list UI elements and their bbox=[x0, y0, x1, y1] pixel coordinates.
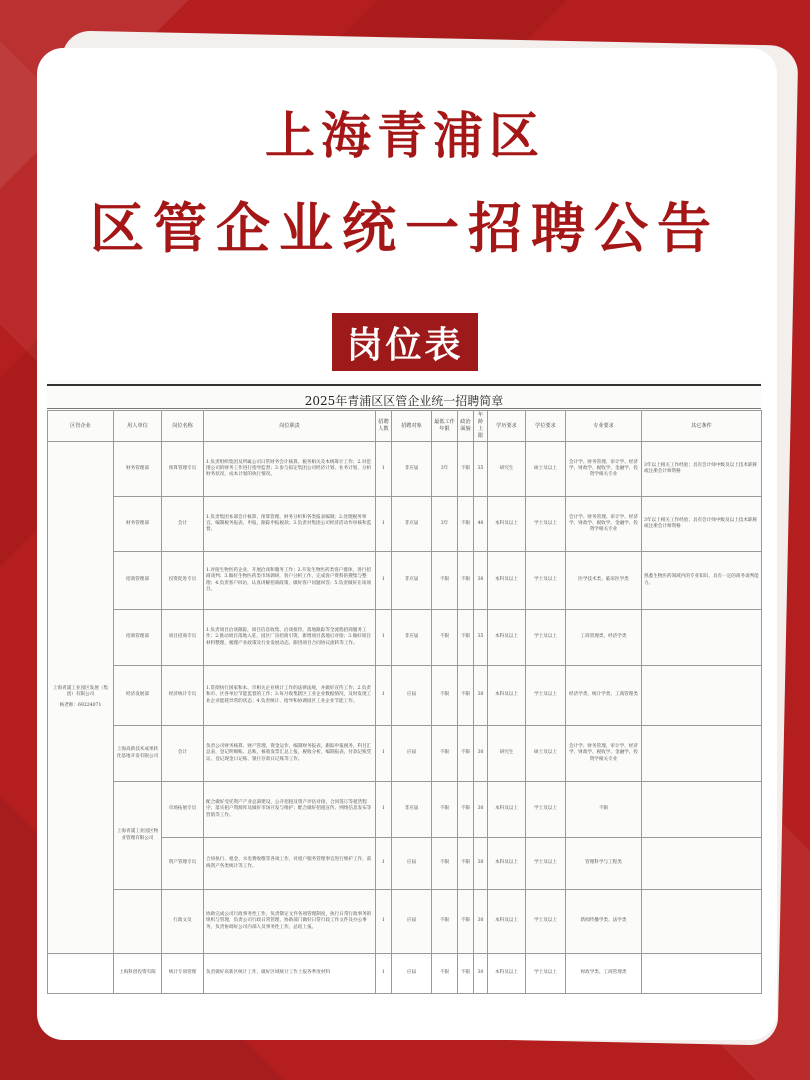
years-cell: 不限 bbox=[432, 782, 458, 838]
company-cell bbox=[48, 442, 114, 954]
header-cell: 专业要求 bbox=[566, 411, 642, 442]
table-row bbox=[48, 666, 762, 726]
other-cell bbox=[642, 954, 762, 994]
major-cell: 经济学类、统计学类、工商管理类 bbox=[566, 666, 642, 726]
duty-cell: 协助完成公司行政事务性工作，负责制定文件各项管理制度，执行日常行政事务的组织与管理，负责公司行政日常管理，协助部门做好日常行政工作文件及办公事务，负责协调好公司内部人员事务性工作，总结上报。 bbox=[204, 890, 376, 954]
other-cell: 3年以上相关工作经验；具有会计师中级及以上技术职称或注册会计师资格 bbox=[642, 442, 762, 497]
degree-cell: 硕士及以上 bbox=[526, 442, 566, 497]
party-cell: 不限 bbox=[458, 610, 474, 666]
age-cell: 35 bbox=[474, 610, 488, 666]
years-cell: 不限 bbox=[432, 552, 458, 610]
table-row bbox=[48, 552, 762, 610]
unit-cell: 上海科创投资有限 bbox=[114, 954, 162, 994]
table-row bbox=[48, 497, 762, 552]
years-cell: 不限 bbox=[432, 890, 458, 954]
position-table-badge: 岗位表 bbox=[332, 313, 478, 371]
major-cell: 医学技术类、临床医学类 bbox=[566, 552, 642, 610]
document-top-rule bbox=[47, 384, 761, 386]
header-cell: 招聘人数 bbox=[376, 411, 392, 442]
education-cell: 研究生 bbox=[488, 726, 526, 782]
duty-cell: 合同执行、租金、水电费收缴等各项工作，对租户服务管理事宜进行维护工作，前线资产各类统计等工作。 bbox=[204, 838, 376, 890]
education-cell: 本科及以上 bbox=[488, 838, 526, 890]
major-cell: 会计学、财务管理、审计学、经济学、财政学、税收学、金融学、投资学相关专业 bbox=[566, 442, 642, 497]
major-cell: 工商管理类、经济学类 bbox=[566, 610, 642, 666]
document-title-rule bbox=[47, 408, 761, 409]
degree-cell: 学士及以上 bbox=[526, 838, 566, 890]
count-cell: 1 bbox=[376, 838, 392, 890]
degree-cell: 学士及以上 bbox=[526, 666, 566, 726]
other-cell: 熟悉生物医药领域内的专业知识，具有一定的商务谈判能力。 bbox=[642, 552, 762, 610]
unit-cell: 招商管理部 bbox=[114, 552, 162, 610]
other-cell bbox=[642, 838, 762, 890]
major-cell: 会计学、财务管理、审计学、经济学、财政学、税收学、金融学、投资学相关专业 bbox=[566, 497, 642, 552]
table-row bbox=[48, 442, 762, 497]
post-cell: 项目招商专员 bbox=[162, 610, 204, 666]
party-cell: 不限 bbox=[458, 954, 474, 994]
age-cell: 30 bbox=[474, 726, 488, 782]
count-cell: 1 bbox=[376, 726, 392, 782]
count-cell: 1 bbox=[376, 442, 392, 497]
job-table bbox=[47, 410, 762, 994]
count-cell: 1 bbox=[376, 954, 392, 994]
major-cell: 会计学、财务管理、审计学、经济学、财政学、税收学、金融学、投资学相关专业 bbox=[566, 726, 642, 782]
duty-cell: 负责做好高新区统计工作，做好区域统计工作上报各季度材料 bbox=[204, 954, 376, 994]
company-cell bbox=[48, 954, 114, 994]
party-cell: 不限 bbox=[458, 497, 474, 552]
party-cell: 不限 bbox=[458, 838, 474, 890]
header-cell: 学历要求 bbox=[488, 411, 526, 442]
target-cell: 应届 bbox=[392, 666, 432, 726]
unit-cell: 上海高新技术成果转化基地开发有限公司 bbox=[114, 726, 162, 782]
headline-line-2: 区管企业统一招聘公告 bbox=[90, 197, 720, 260]
header-cell: 年龄上限 bbox=[474, 411, 488, 442]
count-cell: 1 bbox=[376, 782, 392, 838]
header-cell: 学位要求 bbox=[526, 411, 566, 442]
years-cell: 不限 bbox=[432, 610, 458, 666]
education-cell: 本科及以上 bbox=[488, 497, 526, 552]
education-cell: 本科及以上 bbox=[488, 552, 526, 610]
degree-cell: 学士及以上 bbox=[526, 497, 566, 552]
post-cell: 会计 bbox=[162, 726, 204, 782]
education-cell: 本科及以上 bbox=[488, 782, 526, 838]
party-cell: 不限 bbox=[458, 442, 474, 497]
count-cell: 1 bbox=[376, 552, 392, 610]
major-cell: 管理科学与工程类 bbox=[566, 838, 642, 890]
count-cell: 1 bbox=[376, 610, 392, 666]
header-cell: 区管企业 bbox=[48, 411, 114, 442]
target-cell: 非应届 bbox=[392, 497, 432, 552]
years-cell: 不限 bbox=[432, 954, 458, 994]
post-cell: 行政文员 bbox=[162, 890, 204, 954]
other-cell: 3年以上相关工作经验；具有会计师中级及以上技术职称或注册会计师资格 bbox=[642, 497, 762, 552]
target-cell: 非应届 bbox=[392, 610, 432, 666]
table-row bbox=[48, 890, 762, 954]
unit-cell: 财务管理部 bbox=[114, 442, 162, 497]
duty-cell: 1.负责集团本部会计核算、预算管理、财务分析和各类报表编制；2.处理税务事宜，编制税务报表、申报，跟踪申报税款；3.负责对集团公司经济活动作审核和监督。 bbox=[204, 497, 376, 552]
education-cell: 本科及以上 bbox=[488, 954, 526, 994]
education-cell: 本科及以上 bbox=[488, 666, 526, 726]
degree-cell: 学士及以上 bbox=[526, 552, 566, 610]
age-cell: 30 bbox=[474, 782, 488, 838]
header-cell: 用人单位 bbox=[114, 411, 162, 442]
age-cell: 30 bbox=[474, 954, 488, 994]
duty-cell: 负责公司财务核算、财产管理、资金运作，编制财务报表，跟踪申报税务，科目汇总表，登记明细账、总账，核收发票汇总上报，税收分析，编制报表，付款记账凭证、登记现金日记账、银行存款日记账等工作。 bbox=[204, 726, 376, 782]
table-header-row bbox=[48, 411, 762, 442]
age-cell: 35 bbox=[474, 442, 488, 497]
major-cell: 财政学类、工商管理类 bbox=[566, 954, 642, 994]
degree-cell: 学士及以上 bbox=[526, 890, 566, 954]
years-cell: 不限 bbox=[432, 838, 458, 890]
party-cell: 不限 bbox=[458, 552, 474, 610]
education-cell: 本科及以上 bbox=[488, 610, 526, 666]
duty-cell: 1.负责项目洽谈跟踪，项目信息收集、洽谈接待，落地跟踪等全流程招商服务工作；2.推动项目落地入驻，园区厂房招商引资，新增项目落地后对接；3.做好项目材料整理，梳理产业政策及行业发展动态，跟进项目合同协议流转等工作。 bbox=[204, 610, 376, 666]
party-cell: 不限 bbox=[458, 666, 474, 726]
header-cell: 岗位名称 bbox=[162, 411, 204, 442]
party-cell: 不限 bbox=[458, 782, 474, 838]
target-cell: 非应届 bbox=[392, 442, 432, 497]
header-cell: 最低工作年限 bbox=[432, 411, 458, 442]
degree-cell: 学士及以上 bbox=[526, 782, 566, 838]
table-row bbox=[48, 726, 762, 782]
other-cell bbox=[642, 726, 762, 782]
party-cell: 不限 bbox=[458, 890, 474, 954]
post-cell: 会计 bbox=[162, 497, 204, 552]
recruitment-table-document bbox=[47, 380, 761, 976]
post-cell: 市场拓展专员 bbox=[162, 782, 204, 838]
unit-cell: 财务管理部 bbox=[114, 497, 162, 552]
unit-cell: 招商管理部 bbox=[114, 610, 162, 666]
table-row bbox=[48, 954, 762, 994]
target-cell: 非应届 bbox=[392, 782, 432, 838]
post-cell: 投资促进专员 bbox=[162, 552, 204, 610]
header-cell: 岗位职责 bbox=[204, 411, 376, 442]
other-cell bbox=[642, 666, 762, 726]
years-cell: 3年 bbox=[432, 442, 458, 497]
age-cell: 30 bbox=[474, 838, 488, 890]
degree-cell: 学士及以上 bbox=[526, 954, 566, 994]
post-cell: 资产管理专员 bbox=[162, 838, 204, 890]
table-row bbox=[48, 610, 762, 666]
target-cell: 非应届 bbox=[392, 552, 432, 610]
age-cell: 30 bbox=[474, 890, 488, 954]
count-cell: 1 bbox=[376, 666, 392, 726]
education-cell: 本科及以上 bbox=[488, 890, 526, 954]
table-row bbox=[48, 782, 762, 838]
document-title: 2025年青浦区区管企业统一招聘简章 bbox=[304, 394, 504, 408]
other-cell bbox=[642, 610, 762, 666]
age-cell: 30 bbox=[474, 552, 488, 610]
header-cell: 招聘对象 bbox=[392, 411, 432, 442]
years-cell: 不限 bbox=[432, 666, 458, 726]
age-cell: 30 bbox=[474, 666, 488, 726]
party-cell: 不限 bbox=[458, 726, 474, 782]
target-cell: 应届 bbox=[392, 954, 432, 994]
target-cell: 应届 bbox=[392, 838, 432, 890]
education-cell: 研究生 bbox=[488, 442, 526, 497]
headline-line-1: 上海青浦区 bbox=[265, 107, 545, 165]
duty-cell: 配合做好受托资产产业总部建设，公开招租及资产评估对接，合同签订等租赁程序；落实租户资源库及做好市场开发与维护；配合做好招租宣传、网络信息发布等营销等工作。 bbox=[204, 782, 376, 838]
company-contact: 杨老师：69224071 bbox=[59, 702, 102, 708]
years-cell: 不限 bbox=[432, 726, 458, 782]
age-cell: 40 bbox=[474, 497, 488, 552]
duty-cell: 1.贯彻执行国家和本、市相关企业统计工作的法律法规，并做好宣传工作；2.负责和市、区各单位节能监督的工作；3.每月收集辖区工业企业数据情况，及时发现工业企业能耗异常的状态；4.负责统计、指导和协调园区工业企业节能工作。 bbox=[204, 666, 376, 726]
header-cell: 政治面貌 bbox=[458, 411, 474, 442]
target-cell: 应届 bbox=[392, 726, 432, 782]
degree-cell: 学士及以上 bbox=[526, 610, 566, 666]
header-cell: 其它条件 bbox=[642, 411, 762, 442]
degree-cell: 硕士及以上 bbox=[526, 726, 566, 782]
count-cell: 1 bbox=[376, 890, 392, 954]
unit-cell: 上海青浦工业园区物业管理有限公司 bbox=[114, 782, 162, 890]
other-cell bbox=[642, 890, 762, 954]
duty-cell: 1.负责组织集团及所属公司日常财务会计核算、税务相关及本统筹计工作；2.对范围公司的财务工作进行指导监督；3.参与拟定集团公司经济计划、业务计划，分析财务状况，成本计划的执行情况。 bbox=[204, 442, 376, 497]
major-cell: 不限 bbox=[566, 782, 642, 838]
post-cell: 经济统计专员 bbox=[162, 666, 204, 726]
target-cell: 应届 bbox=[392, 890, 432, 954]
unit-cell bbox=[114, 890, 162, 954]
other-cell bbox=[642, 782, 762, 838]
years-cell: 3年 bbox=[432, 497, 458, 552]
post-cell: 预算管理专员 bbox=[162, 442, 204, 497]
company-name: 上海青浦工业园区发展（集团）有限公司 bbox=[52, 686, 109, 698]
major-cell: 新闻传播学类、法学类 bbox=[566, 890, 642, 954]
unit-cell: 经济发展部 bbox=[114, 666, 162, 726]
post-cell: 统计专项管理 bbox=[162, 954, 204, 994]
count-cell: 1 bbox=[376, 497, 392, 552]
duty-cell: 1.对接生物医药企业，开展洽谈和服务工作；2.开发生物医药类客户群体，进行招商谈判；3.做好生物医药类市场调研，客户分析工作，完成客户资料的搜集与整理；4.负责客户回访，认真讲解招商政策，做好客户问题回答；5.负责做好在谈项目。 bbox=[204, 552, 376, 610]
